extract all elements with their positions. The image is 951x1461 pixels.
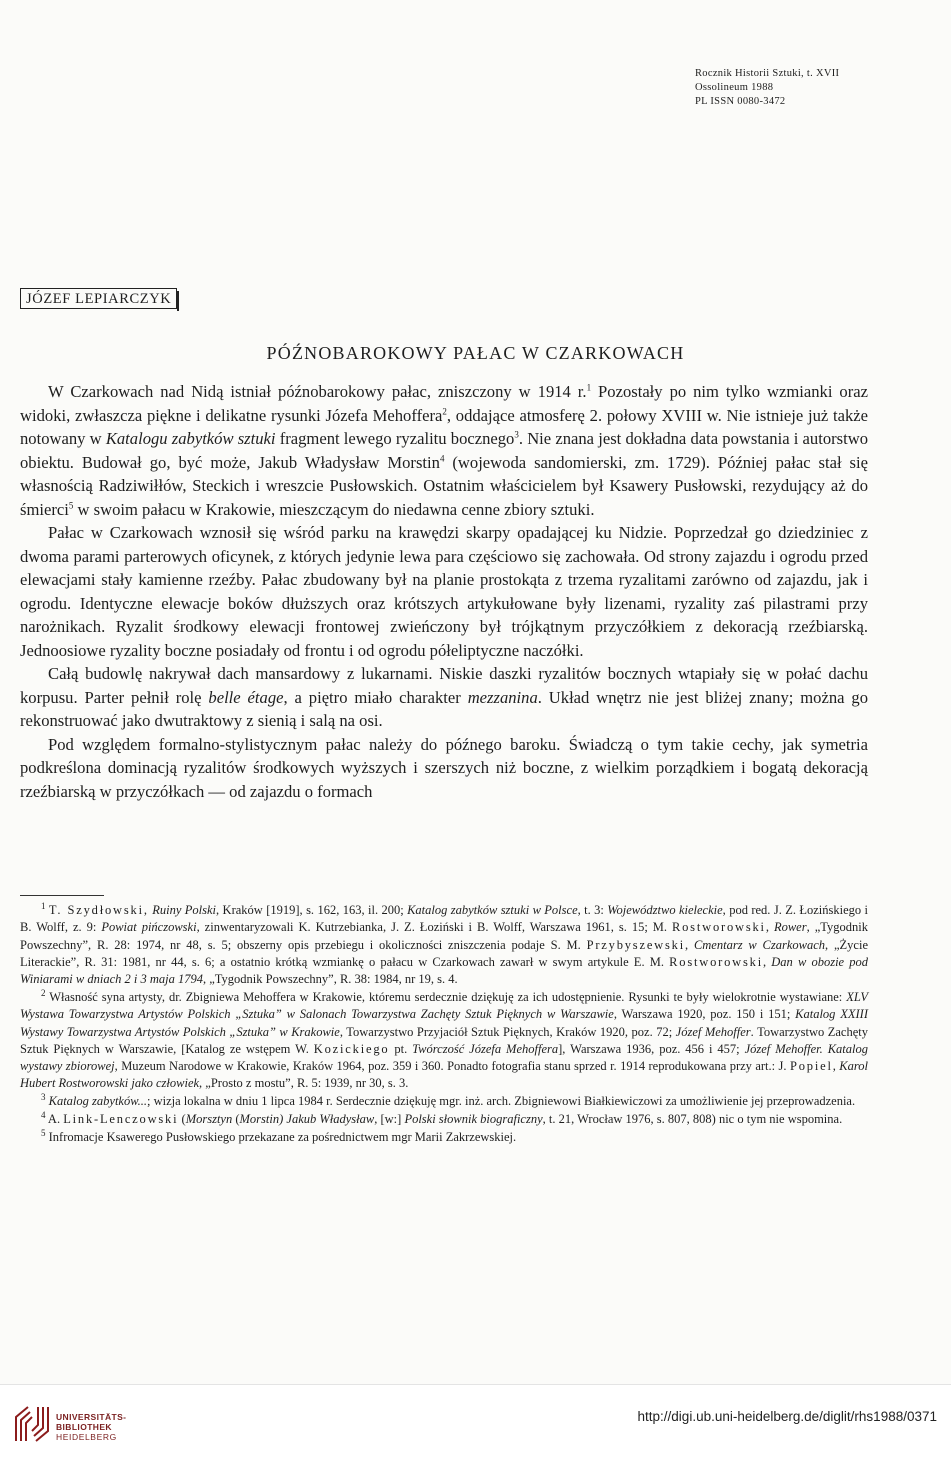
- footnote-ref-1[interactable]: 1: [586, 382, 592, 393]
- article-body: [20, 380, 868, 803]
- footnotes: [20, 902, 868, 1147]
- paragraph-1: W Czarkowach nad Nidą istniał późnobarokowy pałac, zniszczony w 1914 r.$^1$ Pozostały po nim tylko wzmianki oraz widoki, zwłaszcza piękne i delikatne rysunki Józefa Mehoffera$^2$, oddające atmosferę 2. połowy XVIII w. Nie istnieje już także notowany w Katalogu zabytków sztuki fragment lewego ryzalitu bocznego$^3$. Nie znana jest dokładna data powstania i autorstwo obiektu. Budował go, być może, Jakub Władysław Morstin$^4$ (wojewoda sandomierski, zm. 1729). Później pałac stał się własnością Radziwiłłów, Steckich i wreszcie Pusłowskich. Ostatnim właścicielem był Ksawery Pusłowski, rezydujący aż do śmierci$^5$ w swoim pałacu w Krakowie, mieszczącym do niedawna cenne zbiory sztuki.: [20, 382, 869, 519]
- page-footer: [0, 1384, 951, 1461]
- journal-issn: PL ISSN 0080-3472: [695, 96, 786, 107]
- footnote-ref-4[interactable]: 4: [439, 452, 445, 463]
- footnote-2: $^2$ Własność syna artysty, dr. Zbigniewa Mehoffera w Krakowie, któremu serdecznie dziękuję za ich udostępnienie. Rysunki te były wielokrotnie wystawiane: XLV Wystawa Towarzystwa Artystów Polskich „Sztuka” w Salonach Towarzystwa Zachęty Sztuk Pięknych w Warszawie, Warszawa 1920, poz. 150 i 151; Katalog XXIII Wystawy Towarzystwa Artystów Polskich „Sztuka” w Krakowie, Towarzystwo Przyjaciół Sztuk Pięknych, Kraków 1920, poz. 72; Józef Mehoffer. Towarzystwo Zachęty Sztuk Pięknych w Warszawie, [Katalog ze wstępem W. Kozickiego pt. Twórczość Józefa Mehoffera], Warszawa 1936, poz. 456 i 457; Józef Mehoffer. Katalog wystawy zbiorowej, Muzeum Narodowe w Krakowie, Kraków 1964, poz. 359 i 360. Ponadto fotografia stanu sprzed r. 1914 reprodukowana przy art.: J. Popiel, Karol Hubert Rostworowski jako człowiek, „Prosto z mostu”, R. 5: 1939, nr 30, s. 3.: [20, 987, 869, 1091]
- footnote-ref-2[interactable]: 2: [442, 405, 447, 416]
- journal-title: Rocznik Historii Sztuki, t. XVII: [695, 68, 840, 79]
- footnote-1: $^1$ T. Szydłowski, Ruiny Polski, Kraków [1919], s. 162, 163, il. 200; Katalog zabytków sztuki w Polsce, t. 3: Województwo kieleckie, pod red. J. Z. Łozińskiego i B. Wolff, z. 9: Powiat pińczowski, zinwentaryzowali K. Kutrzebianka, J. Z. Łoziński i B. Wolff, Warszawa 1961, s. 15; M. Rostworowski, Rower, „Tygodnik Powszechny”, R. 28: 1974, nr 48, s. 5; obszerny opis przebiegu i okoliczności zniszczenia podaje S. M. Przybyszewski, Cmentarz w Czarkowach, „Życie Literackie”, R. 31: 1981, nr 44, s. 6; a ostatnio krótką wzmiankę o pałacu w Czarkowach zawarł w swym artykule E. M. Rostworowski, Dan w obozie pod Winiarami w dniach 2 i 3 maja 1794, „Tygodnik Powszechny”, R. 38: 1984, nr 19, s. 4.: [20, 900, 869, 987]
- source-url-link[interactable]: http://digi.ub.uni-heidelberg.de/diglit/rhs1988/0371: [637, 1409, 937, 1424]
- paragraph-3: Całą budowlę nakrywał dach mansardowy z lukarnami. Niskie daszki ryzalitów bocznych wtapiały się w połać dachu korpusu. Parter pełnił rolę belle étage, a piętro miało charakter mezzanina. Układ wnętrz nie jest bliżej znany; można go rekonstruować jako dwutraktowy z sienią i salą na osi.: [20, 664, 868, 730]
- footnote-ref-5[interactable]: 5: [68, 499, 74, 510]
- footnote-5: $^5$ Infromacje Ksawerego Pusłowskiego przekazane za pośrednictwem mgr Marii Zakrzewskiej.: [41, 1127, 517, 1144]
- journal-publisher: Ossolineum 1988: [695, 82, 774, 93]
- paragraph-4: Pod względem formalno-stylistycznym pałac należy do późnego baroku. Świadczą o tym takie cechy, jak symetria podkreślona dominacją ryzalitów środkowych wyższych i szerszych niż boczne, z wielkim porządkiem i bogatą dekoracją rzeźbiarską w przyczółkach — od zajazdu o formach: [20, 734, 868, 801]
- author-name: JÓZEF LEPIARCZYK: [20, 288, 177, 309]
- paragraph-2: Pałac w Czarkowach wznosił się wśród parku na krawędzi skarpy opadającej ku Nidzie. Poprzedzał go dziedziniec z dwoma parami parterowych oficynek, z których jedynie lewa para częściowo się zachowała. Od strony zajazdu i ogrodu przed elewacjami stały kamienne rzeźby. Pałac zbudowany był na planie prostokąta z trzema ryzalitami zarówno od zajazdu, jak i ogrodu. Identyczne elewacje boków dłuższych oraz krótszych artykułowane były lizenami, ryzality zaś pilastrami przy narożnikach. Ryzalit środkowy elewacji frontowej zwieńczony był trójkątnym przyczółkiem z dekoracją rzeźbiarską. Jednoosiowe ryzality boczne posiadały od frontu i od ogrodu półeliptyczne naczółki.: [20, 523, 868, 660]
- article-title: PÓŹNOBAROKOWY PAŁAC W CZARKOWACH: [266, 343, 685, 363]
- footnote-4: $^4$ A. Link-Lenczowski (Morsztyn (Morstin) Jakub Władysław, [w:] Polski słownik biograficzny, t. 21, Wrocław 1976, s. 807, 808) nic o tym nie wspomina.: [41, 1109, 843, 1127]
- university-crest-icon[interactable]: [12, 1403, 52, 1445]
- footnote-ref-3[interactable]: 3: [514, 429, 519, 440]
- university-library-name[interactable]: UNIVERSITÄTS- BIBLIOTHEK HEIDELBERG: [56, 1412, 127, 1442]
- footnote-divider: [20, 895, 104, 896]
- footnote-3: $^3$ Katalog zabytków...; wizja lokalna w dniu 1 lipca 1984 r. Serdecznie dziękuję mgr. inż. arch. Zbigniewowi Białkiewiczowi za umożliwienie jej przeprowadzenia.: [41, 1092, 856, 1109]
- journal-info: [695, 67, 839, 109]
